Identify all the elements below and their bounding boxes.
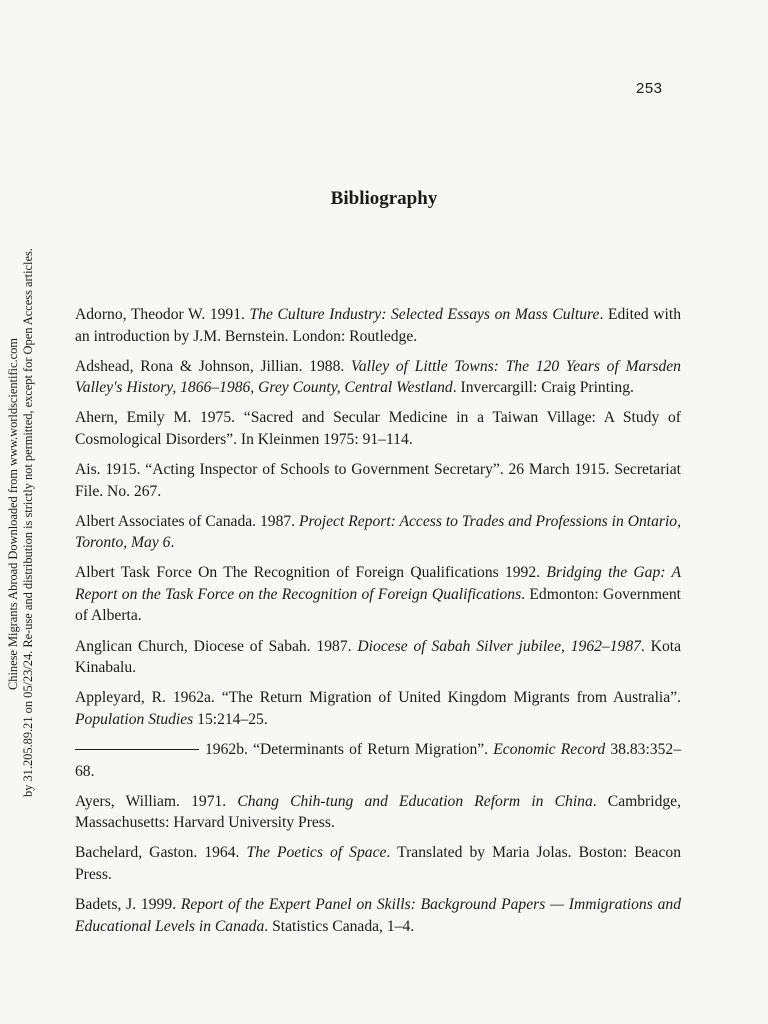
- bibliography-entry: Badets, J. 1999. Report of the Expert Panel on Skills: Background Papers — Immigrations and Educational Levels in Canada. Statistics Canada, 1–4.: [75, 896, 681, 935]
- bibliography-entry: Albert Associates of Canada. 1987. Project Report: Access to Trades and Professions in Ontario, Toronto, May 6.: [75, 512, 681, 552]
- download-notice-line-1: Chinese Migrants Abroad Downloaded from www.worldscientific.com: [6, 338, 20, 690]
- bibliography-entry: 1962b. “Determinants of Return Migration”. Economic Record 38.83:352–68.: [75, 741, 681, 780]
- repeated-author-rule: [75, 749, 199, 750]
- bibliography-entry: Appleyard, R. 1962a. “The Return Migration of United Kingdom Migrants from Australia”. Population Studies 15:214–25.: [75, 689, 681, 728]
- bibliography-entry: Adshead, Rona & Johnson, Jillian. 1988. Valley of Little Towns: The 120 Years of Marsden Valley's History, 1866–1986, Grey County, Central Westland. Invercargill: Craig Printing.: [75, 357, 681, 397]
- bibliography-list: [75, 304, 681, 946]
- bibliography-entry: Ahern, Emily M. 1975. “Sacred and Secular Medicine in a Taiwan Village: A Study of Cosmological Disorders”. In Kleinmen 1975: 91–114.: [75, 409, 681, 448]
- bibliography-entry: Bachelard, Gaston. 1964. The Poetics of Space. Translated by Maria Jolas. Boston: Beacon Press.: [75, 844, 681, 883]
- page-number: 253: [636, 80, 663, 97]
- page-title: Bibliography: [330, 188, 438, 209]
- bibliography-entry: Anglican Church, Diocese of Sabah. 1987. Diocese of Sabah Silver jubilee, 1962–1987. Kota Kinabalu.: [75, 637, 681, 677]
- bibliography-entry: Adorno, Theodor W. 1991. The Culture Industry: Selected Essays on Mass Culture. Edited with an introduction by J.M. Bernstein. London: Routledge.: [75, 306, 681, 345]
- bibliography-entry: Ayers, William. 1971. Chang Chih-tung and Education Reform in China. Cambridge, Massachusetts: Harvard University Press.: [75, 792, 681, 832]
- bibliography-entry: Ais. 1915. “Acting Inspector of Schools to Government Secretary”. 26 March 1915. Secretariat File. No. 267.: [75, 461, 681, 500]
- bibliography-entry: Albert Task Force On The Recognition of Foreign Qualifications 1992. Bridging the Gap: A Report on the Task Force on the Recognition of Foreign Qualifications. Edmonton: Government of Alberta.: [75, 564, 681, 625]
- download-notice-line-2: by 31.205.89.21 on 05/23/24. Re-use and distribution is strictly not permitted, except for Open Access articles.: [21, 248, 35, 797]
